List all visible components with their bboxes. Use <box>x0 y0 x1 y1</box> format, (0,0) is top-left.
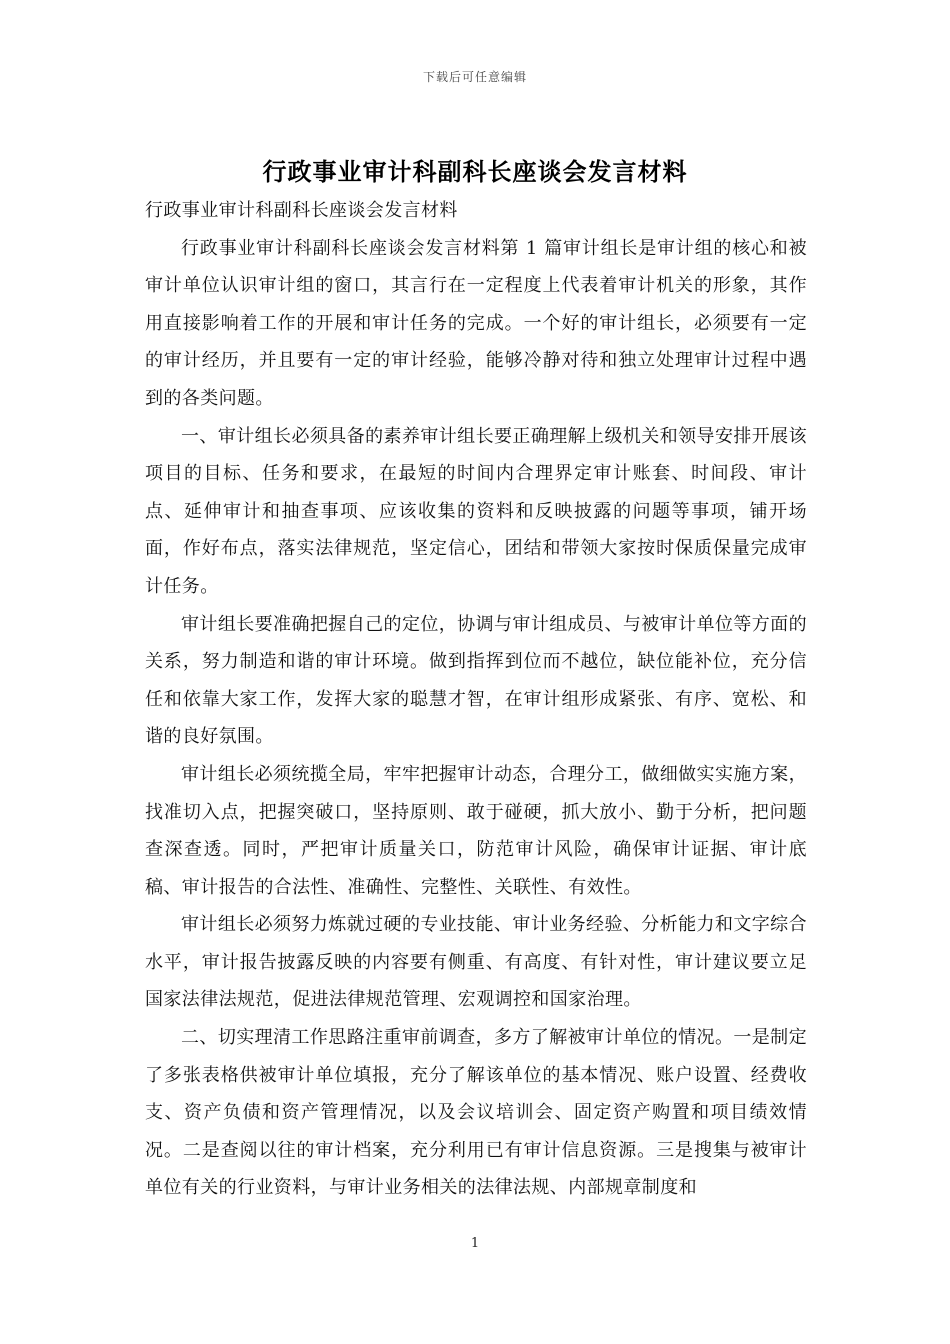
paragraph: 审计组长必须统揽全局，牢牢把握审计动态，合理分工，做细做实实施方案，找准切入点，把握突破口，坚持原则、敢于碰硬，抓大放小、勤于分析，把问题查深查透。同时，严把审计质量关口，防范审计风险，确保审计证据、审计底稿、审计报告的合法性、准确性、完整性、关联性、有效性。 <box>145 763 807 898</box>
document-subtitle: 行政事业审计科副科长座谈会发言材料 <box>145 200 458 221</box>
document-title: 行政事业审计科副科长座谈会发言材料 <box>262 157 688 186</box>
header-note: 下载后可任意编辑 <box>422 70 527 84</box>
paragraph: 审计组长要准确把握自己的定位，协调与审计组成员、与被审计单位等方面的关系，努力制造和谐的审计环境。做到指挥到位而不越位，缺位能补位，充分信任和依靠大家工作，发挥大家的聪慧才智，在审计组形成紧张、有序、宽松、和谐的良好氛围。 <box>145 613 807 748</box>
paragraph: 二、切实理清工作思路注重审前调查，多方了解被审计单位的情况。一是制定了多张表格供被审计单位填报，充分了解该单位的基本情况、账户设置、经费收支、资产负债和资产管理情况，以及会议培训会、固定资产购置和项目绩效情况。二是查阅以往的审计档案，充分利用已有审计信息资源。三是搜集与被审计单位有关的行业资料，与审计业务相关的法律法规、内部规章制度和 <box>145 1027 807 1199</box>
paragraph: 审计组长必须努力炼就过硬的专业技能、审计业务经验、分析能力和文字综合水平，审计报告披露反映的内容要有侧重、有高度、有针对性，审计建议要立足国家法律法规范，促进法律规范管理、宏观调控和国家治理。 <box>145 914 807 1011</box>
paragraph: 一、审计组长必须具备的素养审计组长要正确理解上级机关和领导安排开展该项目的目标、任务和要求，在最短的时间内合理界定审计账套、时间段、审计点、延伸审计和抽查事项、应该收集的资料和反映披露的问题等事项，铺开场面，作好布点，落实法律规范，坚定信心，团结和带领大家按时保质保量完成审计任务。 <box>145 425 807 597</box>
page-number: 1 <box>470 1236 480 1251</box>
document-body <box>145 192 807 1207</box>
paragraph: 行政事业审计科副科长座谈会发言材料第 1 篇审计组长是审计组的核心和被审计单位认识审计组的窗口，其言行在一定程度上代表着审计机关的形象，其作用直接影响着工作的开展和审计任务的完成。一个好的审计组长，必须要有一定的审计经历，并且要有一定的审计经验，能够冷静对待和独立处理审计过程中遇到的各类问题。 <box>145 237 807 409</box>
